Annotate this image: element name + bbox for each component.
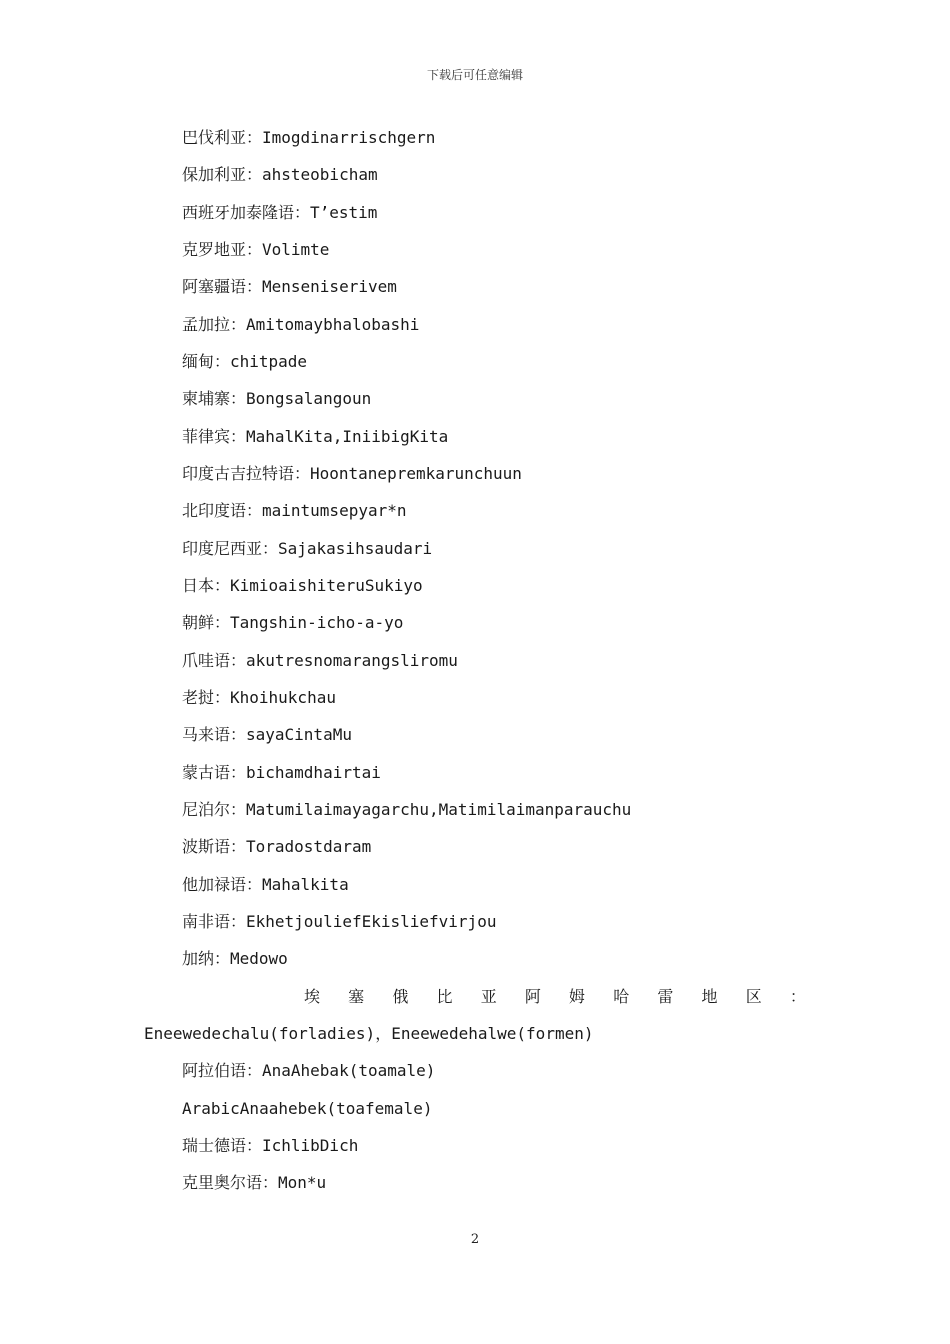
justified-char: 亚 [480, 986, 497, 1006]
text-line: 西班牙加泰隆语：T’estim [182, 202, 378, 222]
justified-char: 阿 [524, 986, 541, 1006]
text-line: 克罗地亚：Volimte [182, 239, 330, 259]
justified-char: ： [789, 986, 806, 1006]
justified-char: 哈 [613, 986, 630, 1006]
text-line: 爪哇语：akutresnomarangsliromu [182, 650, 458, 670]
text-line: 巴伐利亚：Imogdinarrischgern [182, 128, 436, 147]
text-line-continuation: Eneewedechalu(forladies)，Eneewedehalwe(formen) [144, 1023, 594, 1043]
text-line: 保加利亚：ahsteobicham [182, 165, 378, 185]
text-line: 南非语：EkhetjouliefEkisliefvirjou [182, 911, 497, 931]
text-line: 尼泊尔：Matumilaimayagarchu,Matimilaimanparauchu [182, 799, 632, 819]
justified-char: 塞 [348, 986, 365, 1006]
text-line: 孟加拉：Amitomaybhalobashi [182, 314, 420, 334]
text-line: 波斯语：Toradostdaram [182, 837, 372, 857]
text-line: 菲律宾：MahalKita,IniibigKita [182, 426, 449, 446]
justified-char: 地 [701, 986, 718, 1006]
text-line: 他加禄语：Mahalkita [182, 874, 349, 894]
page-header: 下载后可任意编辑 [426, 68, 523, 82]
justified-char: 区 [745, 986, 762, 1006]
document-body [144, 125, 806, 1208]
justified-char: 埃 [304, 986, 321, 1006]
text-line: 阿拉伯语：AnaAhebak(toamale) [182, 1061, 436, 1081]
text-line: 加纳：Medowo [182, 949, 288, 969]
text-line: 缅甸：chitpade [182, 351, 308, 371]
text-line: 瑞士德语：IchlibDich [182, 1135, 359, 1155]
text-line: 阿塞疆语：Menseniserivem [182, 277, 397, 297]
text-line: 印度尼西亚：Sajakasihsaudari [182, 538, 433, 558]
text-line: ArabicAnaahebek(toafemale) [182, 1098, 433, 1118]
text-line: 朝鲜：Tangshin-icho-a-yo [182, 613, 404, 633]
text-line: 印度古吉拉特语：Hoontanepremkarunchuun [182, 463, 522, 483]
text-line: 日本：KimioaishiteruSukiyo [182, 575, 423, 595]
text-line: 克里奥尔语：Mon*u [182, 1173, 327, 1193]
text-line: 蒙古语：bichamdhairtai [182, 762, 381, 782]
text-line: 马来语：sayaCintaMu [182, 725, 352, 745]
justified-char: 比 [436, 986, 453, 1006]
text-line: 柬埔寨：Bongsalangoun [182, 389, 372, 409]
justified-char: 俄 [392, 986, 409, 1006]
justified-char: 姆 [569, 986, 586, 1006]
justified-char: 雷 [657, 986, 674, 1006]
text-line: 老挝：Khoihukchau [182, 687, 336, 707]
justified-line [144, 984, 806, 1021]
page-number: 2 [470, 1232, 480, 1247]
text-line: 北印度语：maintumsepyar*n [182, 501, 407, 521]
